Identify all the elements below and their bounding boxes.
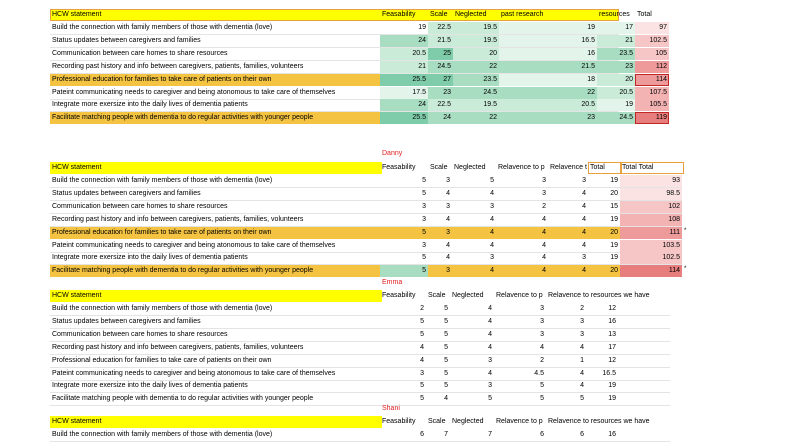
value-cell[interactable]: 4 xyxy=(580,369,584,377)
value-cell[interactable]: 3 xyxy=(490,202,494,210)
shani-row-1 xyxy=(50,429,670,442)
table1-row-7 xyxy=(50,99,667,112)
value-cell[interactable]: 24 xyxy=(428,112,453,124)
danny-row-3 xyxy=(50,201,682,214)
value-cell[interactable]: 4 xyxy=(488,369,492,377)
value-cell[interactable]: 16 xyxy=(608,317,616,325)
emma-row-3 xyxy=(50,329,670,342)
shani-header-0[interactable]: HCW statement xyxy=(50,416,382,428)
value-cell[interactable]: 5 xyxy=(444,317,448,325)
value-cell[interactable]: 5 xyxy=(540,382,544,390)
emma-header-5[interactable]: Relavence to resources we have xyxy=(548,292,650,299)
value-cell[interactable]: 5 xyxy=(422,177,426,184)
value-cell[interactable]: 103.5 xyxy=(620,240,682,252)
value-cell[interactable]: 16 xyxy=(608,431,616,438)
value-cell[interactable]: 111 xyxy=(620,227,682,239)
value-cell[interactable]: 4 xyxy=(446,189,450,197)
value-cell[interactable]: 13 xyxy=(608,330,616,338)
value-cell[interactable]: 4 xyxy=(446,215,450,223)
table1-header-4[interactable]: past research xyxy=(501,11,544,18)
value-cell[interactable]: 5 xyxy=(444,356,448,364)
shani-header-3[interactable]: Neglected xyxy=(452,418,484,425)
value-cell[interactable]: 23 xyxy=(597,61,635,73)
value-cell[interactable]: 21 xyxy=(380,61,428,73)
value-cell[interactable]: 23.5 xyxy=(453,74,499,86)
value-cell[interactable]: 4 xyxy=(490,241,494,249)
statement-cell[interactable]: Communication between care homes to share resources xyxy=(52,49,228,57)
danny-row-2 xyxy=(50,188,682,201)
value-cell[interactable]: 4 xyxy=(542,267,546,275)
value-cell[interactable]: 4 xyxy=(582,189,586,197)
value-cell[interactable]: 5 xyxy=(444,382,448,390)
emma-row-4 xyxy=(50,342,670,355)
person-name-shani: Shani xyxy=(382,405,400,412)
value-cell[interactable]: 5 xyxy=(490,177,494,184)
emma-header-3[interactable]: Neglected xyxy=(452,292,484,299)
value-cell[interactable]: 4 xyxy=(582,228,586,236)
shani-header-row xyxy=(50,416,670,428)
value-cell[interactable]: 3 xyxy=(540,330,544,338)
value-cell[interactable]: 20.5 xyxy=(380,48,428,60)
value-cell[interactable]: 3 xyxy=(540,317,544,325)
value-cell[interactable]: 5 xyxy=(540,395,544,403)
value-cell[interactable]: 21.5 xyxy=(428,35,453,47)
shani-header-5[interactable]: Relavence to resources we have xyxy=(548,418,650,425)
value-cell[interactable]: 19.5 xyxy=(453,35,499,47)
value-cell[interactable]: 3 xyxy=(446,177,450,184)
statement-cell[interactable]: Integrate more exersize into the daily lives of dementia patients xyxy=(52,101,248,109)
table1-row-2 xyxy=(50,35,667,48)
table1-header-0[interactable]: HCW statement xyxy=(52,11,102,18)
value-cell[interactable]: 19.5 xyxy=(453,99,499,111)
note-marker: * xyxy=(684,227,687,234)
value-cell[interactable]: 4 xyxy=(542,241,546,249)
value-cell[interactable]: 102.5 xyxy=(620,252,682,264)
value-cell[interactable]: 17 xyxy=(608,343,616,351)
value-cell[interactable]: 19 xyxy=(610,215,618,223)
value-cell[interactable]: 7 xyxy=(488,431,492,438)
statement-cell[interactable]: Recording past history and info between caregivers, patients, families, volunteers xyxy=(52,343,304,351)
value-cell[interactable]: 97 xyxy=(635,22,669,34)
value-cell[interactable]: 19 xyxy=(608,395,616,403)
value-cell[interactable]: 5 xyxy=(580,395,584,403)
value-cell[interactable]: 102.5 xyxy=(635,35,669,47)
statement-cell[interactable]: Recording past history and info between caregivers, patients, families, volunteers xyxy=(52,215,304,223)
value-cell[interactable]: 22 xyxy=(499,87,597,99)
value-cell[interactable]: 16.5 xyxy=(602,369,616,377)
emma-row-2 xyxy=(50,316,670,329)
value-cell[interactable]: 17 xyxy=(597,22,635,34)
danny-header-2[interactable]: Scale xyxy=(430,164,448,171)
table1-row-1 xyxy=(50,22,667,35)
statement-cell[interactable]: Status updates between caregivers and families xyxy=(52,36,201,44)
value-cell[interactable]: 3 xyxy=(446,267,450,275)
statement-cell[interactable]: Build the connection with family members of those with dementia (love) xyxy=(52,305,273,312)
table1-row-6 xyxy=(50,87,667,100)
value-cell[interactable]: 119 xyxy=(635,112,669,124)
value-cell[interactable]: 4 xyxy=(542,228,546,236)
person-name-emma: Emma xyxy=(382,279,403,286)
table1-row-5 xyxy=(50,74,667,86)
danny-header-5[interactable]: Relavence t xyxy=(550,164,587,171)
value-cell[interactable]: 108 xyxy=(620,214,682,226)
value-cell[interactable]: 22 xyxy=(453,61,499,73)
table1-header-6[interactable]: Total xyxy=(637,11,652,18)
statement-cell[interactable]: Facilitate matching people with dementia to do regular activities with younger people xyxy=(52,114,314,122)
value-cell[interactable]: 4 xyxy=(446,254,450,262)
statement-cell[interactable]: Pateint communicating needs to caregiver and being atonomous to take care of themselves xyxy=(52,88,336,96)
value-cell[interactable]: 4.5 xyxy=(534,369,544,377)
emma-header-2[interactable]: Scale xyxy=(428,292,446,299)
value-cell[interactable]: 21 xyxy=(597,35,635,47)
value-cell[interactable]: 7 xyxy=(444,431,448,438)
danny-row-7 xyxy=(50,252,682,265)
table1-header-1[interactable]: Feasability xyxy=(382,11,416,18)
value-cell[interactable]: 5 xyxy=(420,330,424,338)
value-cell[interactable]: 3 xyxy=(542,177,546,184)
table1-header-row xyxy=(50,9,652,21)
danny-row-6 xyxy=(50,240,682,253)
emma-row-7 xyxy=(50,380,670,393)
value-cell[interactable]: 4 xyxy=(490,228,494,236)
value-cell[interactable]: 3 xyxy=(446,228,450,236)
value-cell[interactable]: 114 xyxy=(635,74,669,86)
value-cell[interactable]: 19 xyxy=(610,177,618,184)
value-cell[interactable]: 4 xyxy=(582,241,586,249)
value-cell[interactable]: 23 xyxy=(428,87,453,99)
value-cell[interactable]: 4 xyxy=(542,254,546,262)
value-cell[interactable]: 20.5 xyxy=(499,99,597,111)
emma-row-6 xyxy=(50,368,670,381)
value-cell[interactable]: 105 xyxy=(635,48,669,60)
value-cell[interactable]: 27 xyxy=(428,74,453,86)
statement-cell[interactable]: Communication between care homes to share resources xyxy=(52,202,228,210)
value-cell[interactable]: 21.5 xyxy=(499,61,597,73)
note-marker: * xyxy=(684,266,687,273)
value-cell[interactable]: 24 xyxy=(380,99,428,111)
value-cell[interactable]: 102 xyxy=(620,201,682,213)
value-cell[interactable]: 3 xyxy=(422,202,426,210)
value-cell[interactable]: 4 xyxy=(490,189,494,197)
value-cell[interactable]: 2 xyxy=(542,202,546,210)
value-cell[interactable]: 3 xyxy=(446,202,450,210)
value-cell[interactable]: 22 xyxy=(453,112,499,124)
value-cell[interactable]: 16 xyxy=(499,48,597,60)
value-cell[interactable]: 4 xyxy=(420,356,424,364)
statement-cell[interactable]: Integrate more exersize into the daily lives of dementia patients xyxy=(52,382,248,390)
value-cell[interactable]: 5 xyxy=(444,305,448,312)
value-cell[interactable]: 5 xyxy=(420,317,424,325)
value-cell[interactable]: 23.5 xyxy=(597,48,635,60)
value-cell[interactable]: 2 xyxy=(580,305,584,312)
statement-cell[interactable]: Build the connection with family members of those with dementia (love) xyxy=(52,177,273,184)
value-cell[interactable]: 5 xyxy=(380,265,428,277)
danny-row-5 xyxy=(50,227,682,239)
value-cell[interactable]: 15 xyxy=(610,202,618,210)
value-cell[interactable]: 6 xyxy=(540,431,544,438)
person-name-danny: Danny xyxy=(382,150,403,157)
value-cell[interactable]: 6 xyxy=(580,431,584,438)
danny-header-0[interactable]: HCW statement xyxy=(50,162,382,174)
statement-cell[interactable]: Professional education for families to take care of patients on their own xyxy=(52,228,272,236)
table1-header-3[interactable]: Neglected xyxy=(455,11,487,18)
value-cell[interactable]: 4 xyxy=(488,317,492,325)
value-cell[interactable]: 5 xyxy=(420,382,424,390)
table1-row-3 xyxy=(50,48,667,61)
value-cell[interactable]: 4 xyxy=(488,343,492,351)
value-cell[interactable]: 19 xyxy=(610,254,618,262)
value-cell[interactable]: 112 xyxy=(635,61,669,73)
value-cell[interactable]: 3 xyxy=(582,254,586,262)
value-cell[interactable]: 19 xyxy=(418,24,426,31)
value-cell[interactable]: 3 xyxy=(580,330,584,338)
value-cell[interactable]: 93 xyxy=(620,175,682,187)
value-cell[interactable]: 5 xyxy=(444,343,448,351)
danny-header-1[interactable]: Feasability xyxy=(382,164,416,171)
emma-row-1 xyxy=(50,303,670,316)
value-cell[interactable]: 5 xyxy=(444,369,448,377)
value-cell[interactable]: 3 xyxy=(488,356,492,364)
value-cell[interactable]: 98.5 xyxy=(620,188,682,200)
value-cell[interactable]: 107.5 xyxy=(635,87,669,99)
statement-cell[interactable]: Build the connection with family members of those with dementia (love) xyxy=(52,431,273,438)
danny-header-3[interactable]: Neglected xyxy=(454,164,486,171)
value-cell[interactable]: 5 xyxy=(420,395,424,403)
value-cell[interactable]: 4 xyxy=(540,343,544,351)
value-cell[interactable]: 3 xyxy=(422,215,426,223)
value-cell[interactable]: 25.5 xyxy=(380,112,428,124)
table1-row-8 xyxy=(50,112,667,124)
value-cell[interactable]: 19 xyxy=(499,22,597,34)
emma-header-0[interactable]: HCW statement xyxy=(50,290,382,302)
danny-header-6[interactable]: Total xyxy=(588,162,622,174)
value-cell[interactable]: 4 xyxy=(582,202,586,210)
value-cell[interactable]: 19.5 xyxy=(453,22,499,34)
value-cell[interactable]: 5 xyxy=(422,254,426,262)
danny-header-4[interactable]: Relavence to p xyxy=(498,164,545,171)
value-cell[interactable]: 3 xyxy=(580,317,584,325)
statement-cell[interactable]: Facilitate matching people with dementia to do regular activities with younger people xyxy=(52,267,314,275)
value-cell[interactable]: 18 xyxy=(499,74,597,86)
value-cell[interactable]: 3 xyxy=(490,254,494,262)
danny-row-1 xyxy=(50,175,682,188)
value-cell[interactable]: 4 xyxy=(488,305,492,312)
value-cell[interactable]: 4 xyxy=(580,382,584,390)
value-cell[interactable]: 5 xyxy=(488,395,492,403)
value-cell[interactable]: 24.5 xyxy=(597,112,635,124)
value-cell[interactable]: 1 xyxy=(580,356,584,364)
value-cell[interactable]: 4 xyxy=(490,215,494,223)
value-cell[interactable]: 12 xyxy=(608,305,616,312)
value-cell[interactable]: 3 xyxy=(542,189,546,197)
statement-cell[interactable]: Facilitate matching people with dementia to do regular activities with younger people xyxy=(52,395,314,403)
value-cell[interactable]: 2 xyxy=(540,356,544,364)
statement-cell[interactable]: Pateint communicating needs to caregiver and being atonomous to take care of themselves xyxy=(52,241,336,249)
value-cell[interactable]: 5 xyxy=(444,330,448,338)
value-cell[interactable]: 25.5 xyxy=(380,74,428,86)
danny-header-row xyxy=(50,162,682,174)
value-cell[interactable]: 6 xyxy=(420,431,424,438)
value-cell[interactable]: 20 xyxy=(610,189,618,197)
value-cell[interactable]: 4 xyxy=(446,241,450,249)
value-cell[interactable]: 4 xyxy=(580,343,584,351)
statement-cell[interactable]: Recording past history and info between caregivers, patients, families, volunteers xyxy=(52,62,304,70)
value-cell[interactable]: 4 xyxy=(488,330,492,338)
value-cell[interactable]: 20 xyxy=(453,48,499,60)
value-cell[interactable]: 20.5 xyxy=(597,87,635,99)
value-cell[interactable]: 3 xyxy=(582,177,586,184)
value-cell[interactable]: 22.5 xyxy=(428,22,453,34)
value-cell[interactable]: 24.5 xyxy=(453,87,499,99)
value-cell[interactable]: 4 xyxy=(542,215,546,223)
value-cell[interactable]: 114 xyxy=(620,265,682,277)
value-cell[interactable]: 24 xyxy=(380,35,428,47)
value-cell[interactable]: 17.5 xyxy=(380,87,428,99)
value-cell[interactable]: 4 xyxy=(420,343,424,351)
value-cell[interactable]: 3 xyxy=(422,241,426,249)
value-cell[interactable]: 22.5 xyxy=(428,99,453,111)
value-cell[interactable]: 19 xyxy=(610,241,618,249)
value-cell[interactable]: 16.5 xyxy=(499,35,597,47)
statement-cell[interactable]: Pateint communicating needs to caregiver and being atonomous to take care of themselves xyxy=(52,369,336,377)
value-cell[interactable]: 19 xyxy=(608,382,616,390)
statement-cell[interactable]: Communication between care homes to share resources xyxy=(52,330,228,338)
table1-header-2[interactable]: Scale xyxy=(430,11,448,18)
value-cell[interactable]: 23 xyxy=(499,112,597,124)
statement-cell[interactable]: Professional education for families to take care of patients on their own xyxy=(52,356,272,364)
value-cell[interactable]: 4 xyxy=(582,267,586,275)
emma-header-row xyxy=(50,290,670,302)
shani-header-4[interactable]: Relavence to p xyxy=(496,418,543,425)
emma-header-4[interactable]: Relavence to p xyxy=(496,292,543,299)
emma-row-8 xyxy=(50,393,670,406)
danny-header-7[interactable]: Total Total xyxy=(620,162,684,174)
shani-header-1[interactable]: Feasability xyxy=(382,418,416,425)
value-cell[interactable]: 25 xyxy=(428,48,453,60)
value-cell[interactable]: 2 xyxy=(420,305,424,312)
value-cell[interactable]: 3 xyxy=(488,382,492,390)
value-cell[interactable]: 3 xyxy=(420,369,424,377)
statement-cell[interactable]: Status updates between caregivers and families xyxy=(52,189,201,197)
table1-header-5[interactable]: resources xyxy=(599,11,630,18)
danny-row-4 xyxy=(50,214,682,227)
value-cell[interactable]: 4 xyxy=(582,215,586,223)
value-cell[interactable]: 4 xyxy=(444,395,448,403)
value-cell[interactable]: 19 xyxy=(597,99,635,111)
emma-row-5 xyxy=(50,355,670,368)
value-cell[interactable]: 20 xyxy=(610,267,618,275)
statement-cell[interactable]: Build the connection with family members of those with dementia (love) xyxy=(52,24,273,31)
statement-cell[interactable]: Professional education for families to take care of patients on their own xyxy=(52,75,272,83)
value-cell[interactable]: 20 xyxy=(597,74,635,86)
emma-header-1[interactable]: Feasability xyxy=(382,292,416,299)
value-cell[interactable]: 24.5 xyxy=(428,61,453,73)
shani-header-2[interactable]: Scale xyxy=(428,418,446,425)
value-cell[interactable]: 3 xyxy=(540,305,544,312)
value-cell[interactable]: 105.5 xyxy=(635,99,669,111)
value-cell[interactable]: 20 xyxy=(610,228,618,236)
statement-cell[interactable]: Status updates between caregivers and families xyxy=(52,317,201,325)
table1-row-4 xyxy=(50,61,667,74)
statement-cell[interactable]: Integrate more exersize into the daily lives of dementia patients xyxy=(52,254,248,262)
value-cell[interactable]: 5 xyxy=(422,228,426,236)
value-cell[interactable]: 12 xyxy=(608,356,616,364)
value-cell[interactable]: 5 xyxy=(422,189,426,197)
value-cell[interactable]: 4 xyxy=(490,267,494,275)
danny-row-8 xyxy=(50,265,682,277)
